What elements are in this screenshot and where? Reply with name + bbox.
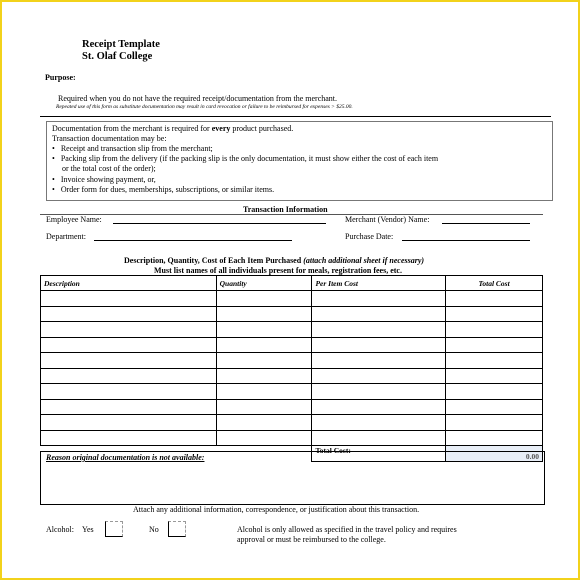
total-cost-value[interactable]: 0.00 bbox=[446, 446, 543, 462]
table-row[interactable] bbox=[41, 322, 543, 338]
quantity-cell[interactable] bbox=[216, 291, 312, 307]
per-item-cost-cell[interactable] bbox=[312, 322, 446, 338]
department-field[interactable] bbox=[94, 240, 292, 241]
per-item-cost-cell[interactable] bbox=[312, 384, 446, 400]
total-cost-label: Total Cost: bbox=[312, 446, 446, 462]
total-cost-cell[interactable] bbox=[446, 306, 543, 322]
description-cell[interactable] bbox=[41, 291, 217, 307]
column-header-per-item-cost: Per Item Cost bbox=[312, 276, 446, 291]
alcohol-note-line2: approval or must be reimbursed to the college. bbox=[237, 535, 386, 544]
description-cell[interactable] bbox=[41, 368, 217, 384]
reason-box[interactable] bbox=[40, 451, 545, 505]
per-item-cost-cell[interactable] bbox=[312, 291, 446, 307]
description-cell[interactable] bbox=[41, 430, 217, 446]
quantity-cell[interactable] bbox=[216, 368, 312, 384]
table-row[interactable] bbox=[41, 430, 543, 446]
quantity-cell[interactable] bbox=[216, 399, 312, 415]
total-cost-cell[interactable] bbox=[446, 430, 543, 446]
items-subheading: Must list names of all individuals present for meals, registration fees, etc. bbox=[154, 266, 402, 275]
documentation-box bbox=[46, 121, 553, 201]
doc-bullet: • Packing slip from the delivery (if the packing slip is the only documentation, it must show either the cost of each item bbox=[52, 154, 439, 163]
table-row[interactable] bbox=[41, 337, 543, 353]
alcohol-yes-label: Yes bbox=[82, 525, 94, 534]
per-item-cost-cell[interactable] bbox=[312, 337, 446, 353]
employee-name-field[interactable] bbox=[113, 223, 326, 224]
table-row[interactable] bbox=[41, 399, 543, 415]
description-cell[interactable] bbox=[41, 353, 217, 369]
total-cost-cell[interactable] bbox=[446, 415, 543, 431]
table-row[interactable] bbox=[41, 384, 543, 400]
alcohol-note-line1: Alcohol is only allowed as specified in the travel policy and requires bbox=[237, 525, 457, 534]
items-table bbox=[40, 275, 543, 462]
alcohol-yes-checkbox[interactable] bbox=[105, 521, 123, 537]
merchant-name-field[interactable] bbox=[442, 223, 530, 224]
attach-note: Attach any additional information, correspondence, or justification about this transaction. bbox=[133, 505, 420, 514]
table-row[interactable] bbox=[41, 306, 543, 322]
divider bbox=[40, 116, 551, 117]
per-item-cost-cell[interactable] bbox=[312, 430, 446, 446]
transaction-heading: Transaction Information bbox=[243, 205, 328, 214]
doc-bullet: • Order form for dues, memberships, subscriptions, or similar items. bbox=[52, 185, 275, 194]
department-label: Department: bbox=[46, 232, 86, 241]
total-cost-cell[interactable] bbox=[446, 353, 543, 369]
purchase-date-label: Purchase Date: bbox=[345, 232, 394, 241]
quantity-cell[interactable] bbox=[216, 430, 312, 446]
description-cell[interactable] bbox=[41, 306, 217, 322]
quantity-cell[interactable] bbox=[216, 415, 312, 431]
description-cell[interactable] bbox=[41, 415, 217, 431]
per-item-cost-cell[interactable] bbox=[312, 353, 446, 369]
total-cost-cell[interactable] bbox=[446, 368, 543, 384]
quantity-cell[interactable] bbox=[216, 353, 312, 369]
column-header-description: Description bbox=[41, 276, 217, 291]
purpose-heading: Purpose: bbox=[45, 73, 76, 82]
doc-line2: Transaction documentation may be: bbox=[52, 134, 167, 143]
quantity-cell[interactable] bbox=[216, 306, 312, 322]
table-row[interactable] bbox=[41, 368, 543, 384]
alcohol-no-checkbox[interactable] bbox=[168, 521, 186, 537]
total-cost-cell[interactable] bbox=[446, 322, 543, 338]
table-header-row bbox=[41, 276, 543, 291]
purpose-note: Repeated use of this form as substitute documentation may result in card revocation or failure to be reimbursed for expenses > $25.00. bbox=[56, 104, 353, 110]
description-cell[interactable] bbox=[41, 337, 217, 353]
alcohol-label: Alcohol: bbox=[46, 525, 74, 534]
college-name: St. Olaf College bbox=[82, 51, 153, 62]
doc-title: Receipt Template bbox=[82, 39, 160, 50]
purpose-text: Required when you do not have the required receipt/documentation from the merchant. bbox=[58, 94, 338, 103]
quantity-cell[interactable] bbox=[216, 337, 312, 353]
purchase-date-field[interactable] bbox=[402, 240, 530, 241]
per-item-cost-cell[interactable] bbox=[312, 306, 446, 322]
alcohol-no-label: No bbox=[149, 525, 159, 534]
items-heading: Description, Quantity, Cost of Each Item Purchased (attach additional sheet if necessary) bbox=[124, 256, 425, 265]
per-item-cost-cell[interactable] bbox=[312, 415, 446, 431]
table-row[interactable] bbox=[41, 291, 543, 307]
doc-line1: Documentation from the merchant is required for every product purchased. bbox=[52, 124, 294, 133]
doc-bullet: • Invoice showing payment, or, bbox=[52, 175, 156, 184]
description-cell[interactable] bbox=[41, 399, 217, 415]
reason-label: Reason original documentation is not available: bbox=[46, 453, 205, 462]
table-row[interactable] bbox=[41, 415, 543, 431]
total-cost-cell[interactable] bbox=[446, 291, 543, 307]
description-cell[interactable] bbox=[41, 384, 217, 400]
description-cell[interactable] bbox=[41, 322, 217, 338]
total-cost-cell[interactable] bbox=[446, 384, 543, 400]
column-header-total-cost: Total Cost bbox=[446, 276, 543, 291]
total-cost-cell[interactable] bbox=[446, 337, 543, 353]
merchant-label: Merchant (Vendor) Name: bbox=[345, 215, 430, 224]
per-item-cost-cell[interactable] bbox=[312, 399, 446, 415]
column-header-quantity: Quantity bbox=[216, 276, 312, 291]
quantity-cell[interactable] bbox=[216, 384, 312, 400]
table-row[interactable] bbox=[41, 353, 543, 369]
doc-bullet-cont: or the total cost of the order); bbox=[62, 164, 156, 173]
quantity-cell[interactable] bbox=[216, 322, 312, 338]
divider bbox=[40, 214, 543, 215]
doc-bullet: • Receipt and transaction slip from the merchant; bbox=[52, 144, 213, 153]
per-item-cost-cell[interactable] bbox=[312, 368, 446, 384]
employee-label: Employee Name: bbox=[46, 215, 102, 224]
total-cost-cell[interactable] bbox=[446, 399, 543, 415]
